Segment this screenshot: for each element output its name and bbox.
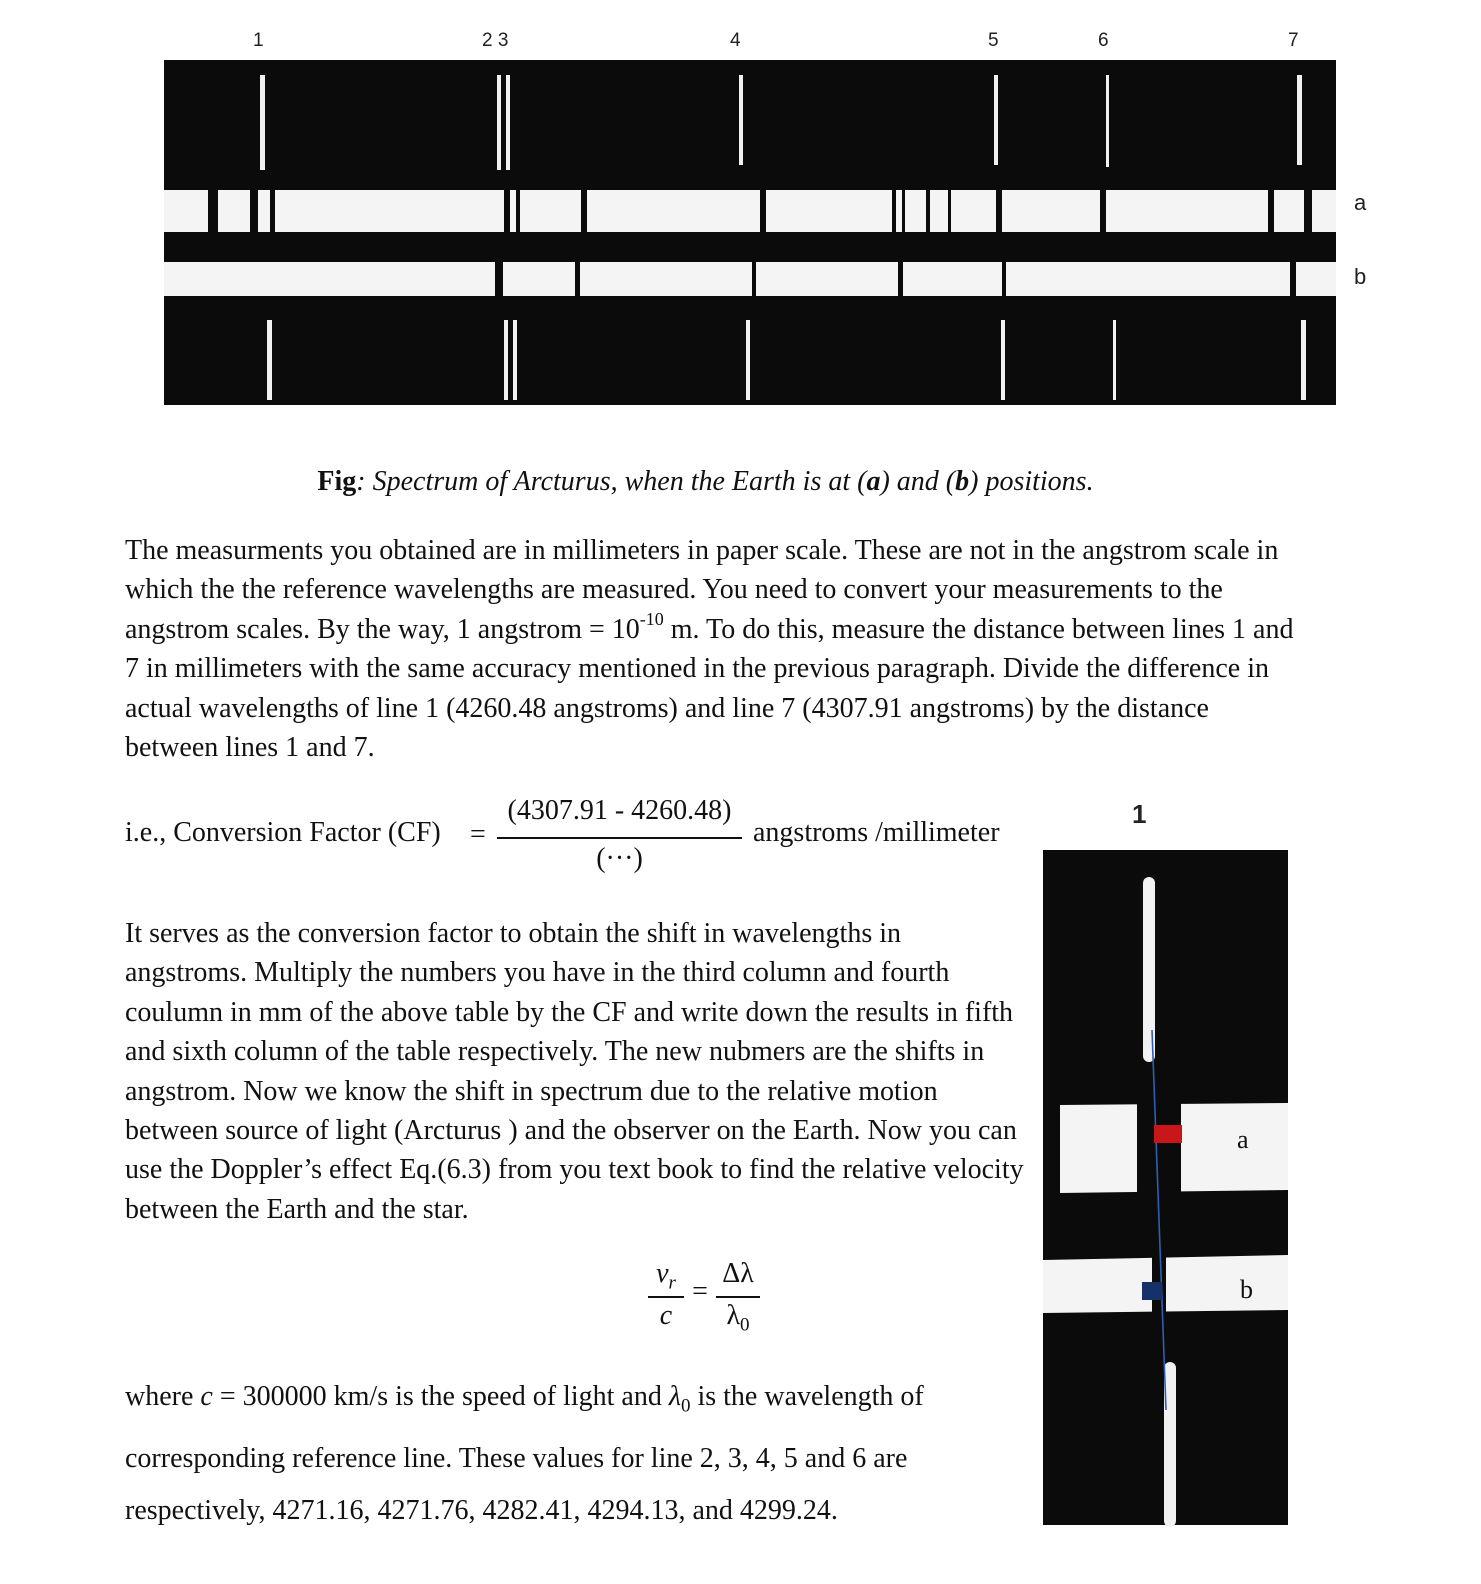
symbol-c: c <box>200 1381 213 1412</box>
doppler-lhs-denominator: c <box>659 1300 673 1331</box>
cf-numerator: (4307.91 - 4260.48) <box>507 795 732 826</box>
cf-fraction-bar <box>497 837 742 839</box>
p1-exponent: -10 <box>639 609 664 630</box>
paragraph-conversion-intro <box>125 531 1305 767</box>
inset-plate <box>1040 785 1292 1530</box>
caption-text: : Spectrum of Arcturus, when the Earth is at ( <box>356 466 867 497</box>
caption-a: a <box>866 466 881 497</box>
marker-b <box>1142 1282 1162 1300</box>
row-label-b: b <box>1354 264 1367 289</box>
line-label-6: 6 <box>1098 30 1109 51</box>
cf-lead: i.e., Conversion Factor (CF) <box>125 817 441 848</box>
cf-denominator: (···) <box>596 843 643 874</box>
caption-b: b <box>955 466 970 497</box>
spectrum-figure <box>150 20 1390 420</box>
marker-a <box>1154 1125 1182 1143</box>
conversion-factor-equation <box>125 795 1045 885</box>
caption-fig: Fig <box>317 466 357 497</box>
p1-text-b: m. To do this, measure the distance between lines 1 and 7 in millimeters with the same accuracy mentioned in the previous paragraph. Divide the difference in actual wavelengths of line 1 (4260.48 angstroms) and line 7 (4307.91 angstroms) by the distance between lines 1 and 7. <box>125 613 1294 764</box>
caption-end: ) positions. <box>969 466 1094 497</box>
cf-unit: angstroms /millimeter <box>753 817 1000 848</box>
cf-equals: = <box>470 819 486 850</box>
inset-label-a: a <box>1237 1125 1249 1154</box>
line-label-2-3: 2 3 <box>482 30 509 51</box>
spectrum-zoom-inset <box>1040 785 1292 1530</box>
doppler-lhs-numerator: $v_r$ <box>656 1258 676 1294</box>
doppler-lhs-bar <box>648 1296 684 1298</box>
spectrum-plate <box>150 20 1390 420</box>
doppler-equation <box>640 1258 770 1338</box>
caption-mid: ) and ( <box>880 466 956 497</box>
paragraph-doppler-intro: It serves as the conversion factor to obtain the shift in wavelengths in angstroms. Multiply the numbers you have in the third column and fourth coulumn in mm of the above table by the CF and write down the results in fifth and sixth column of the table respectively. The new nubmers are the shifts in angstrom. Now we know the shift in spectrum due to the relative motion between source of light (Arcturus ) and the observer on the Earth. Now you can use the Doppler’s effect Eq.(6.3) from you text book to find the relative velocity between the Earth and the star. <box>125 918 1024 1225</box>
line-label-5: 5 <box>988 30 999 51</box>
line-label-1: 1 <box>253 30 264 51</box>
doppler-equals: = <box>692 1276 708 1307</box>
paragraph-reference-values: where c = 300000 km/s is the speed of light and $\lambda_0$ is the wavelength of corresponding reference line. These values for line 2, 3, 4, 5 and 6 are respectively, 4271.16, 4271.76, 4282.41, 4294.13, and 4299.24. <box>125 1381 924 1526</box>
doppler-rhs-bar <box>716 1296 760 1298</box>
doppler-rhs-denominator: $\lambda_0$ <box>726 1300 750 1336</box>
line-label-7: 7 <box>1288 30 1299 51</box>
symbol-lambda: λ <box>668 1381 681 1412</box>
doppler-rhs-numerator: Δλ <box>722 1258 754 1289</box>
line-label-4: 4 <box>730 30 741 51</box>
p1-text-a: The measurments you obtained are in millimeters in paper scale. These are not in the angstrom scale in which the the reference wavelengths are measured. You need to convert your measurements to the angstrom scales. By the way, 1 angstrom = 10 <box>125 535 1279 645</box>
inset-label-b: b <box>1240 1275 1253 1304</box>
row-label-a: a <box>1354 190 1367 215</box>
figure-caption <box>0 466 1411 498</box>
inset-line-label: 1 <box>1132 799 1147 829</box>
